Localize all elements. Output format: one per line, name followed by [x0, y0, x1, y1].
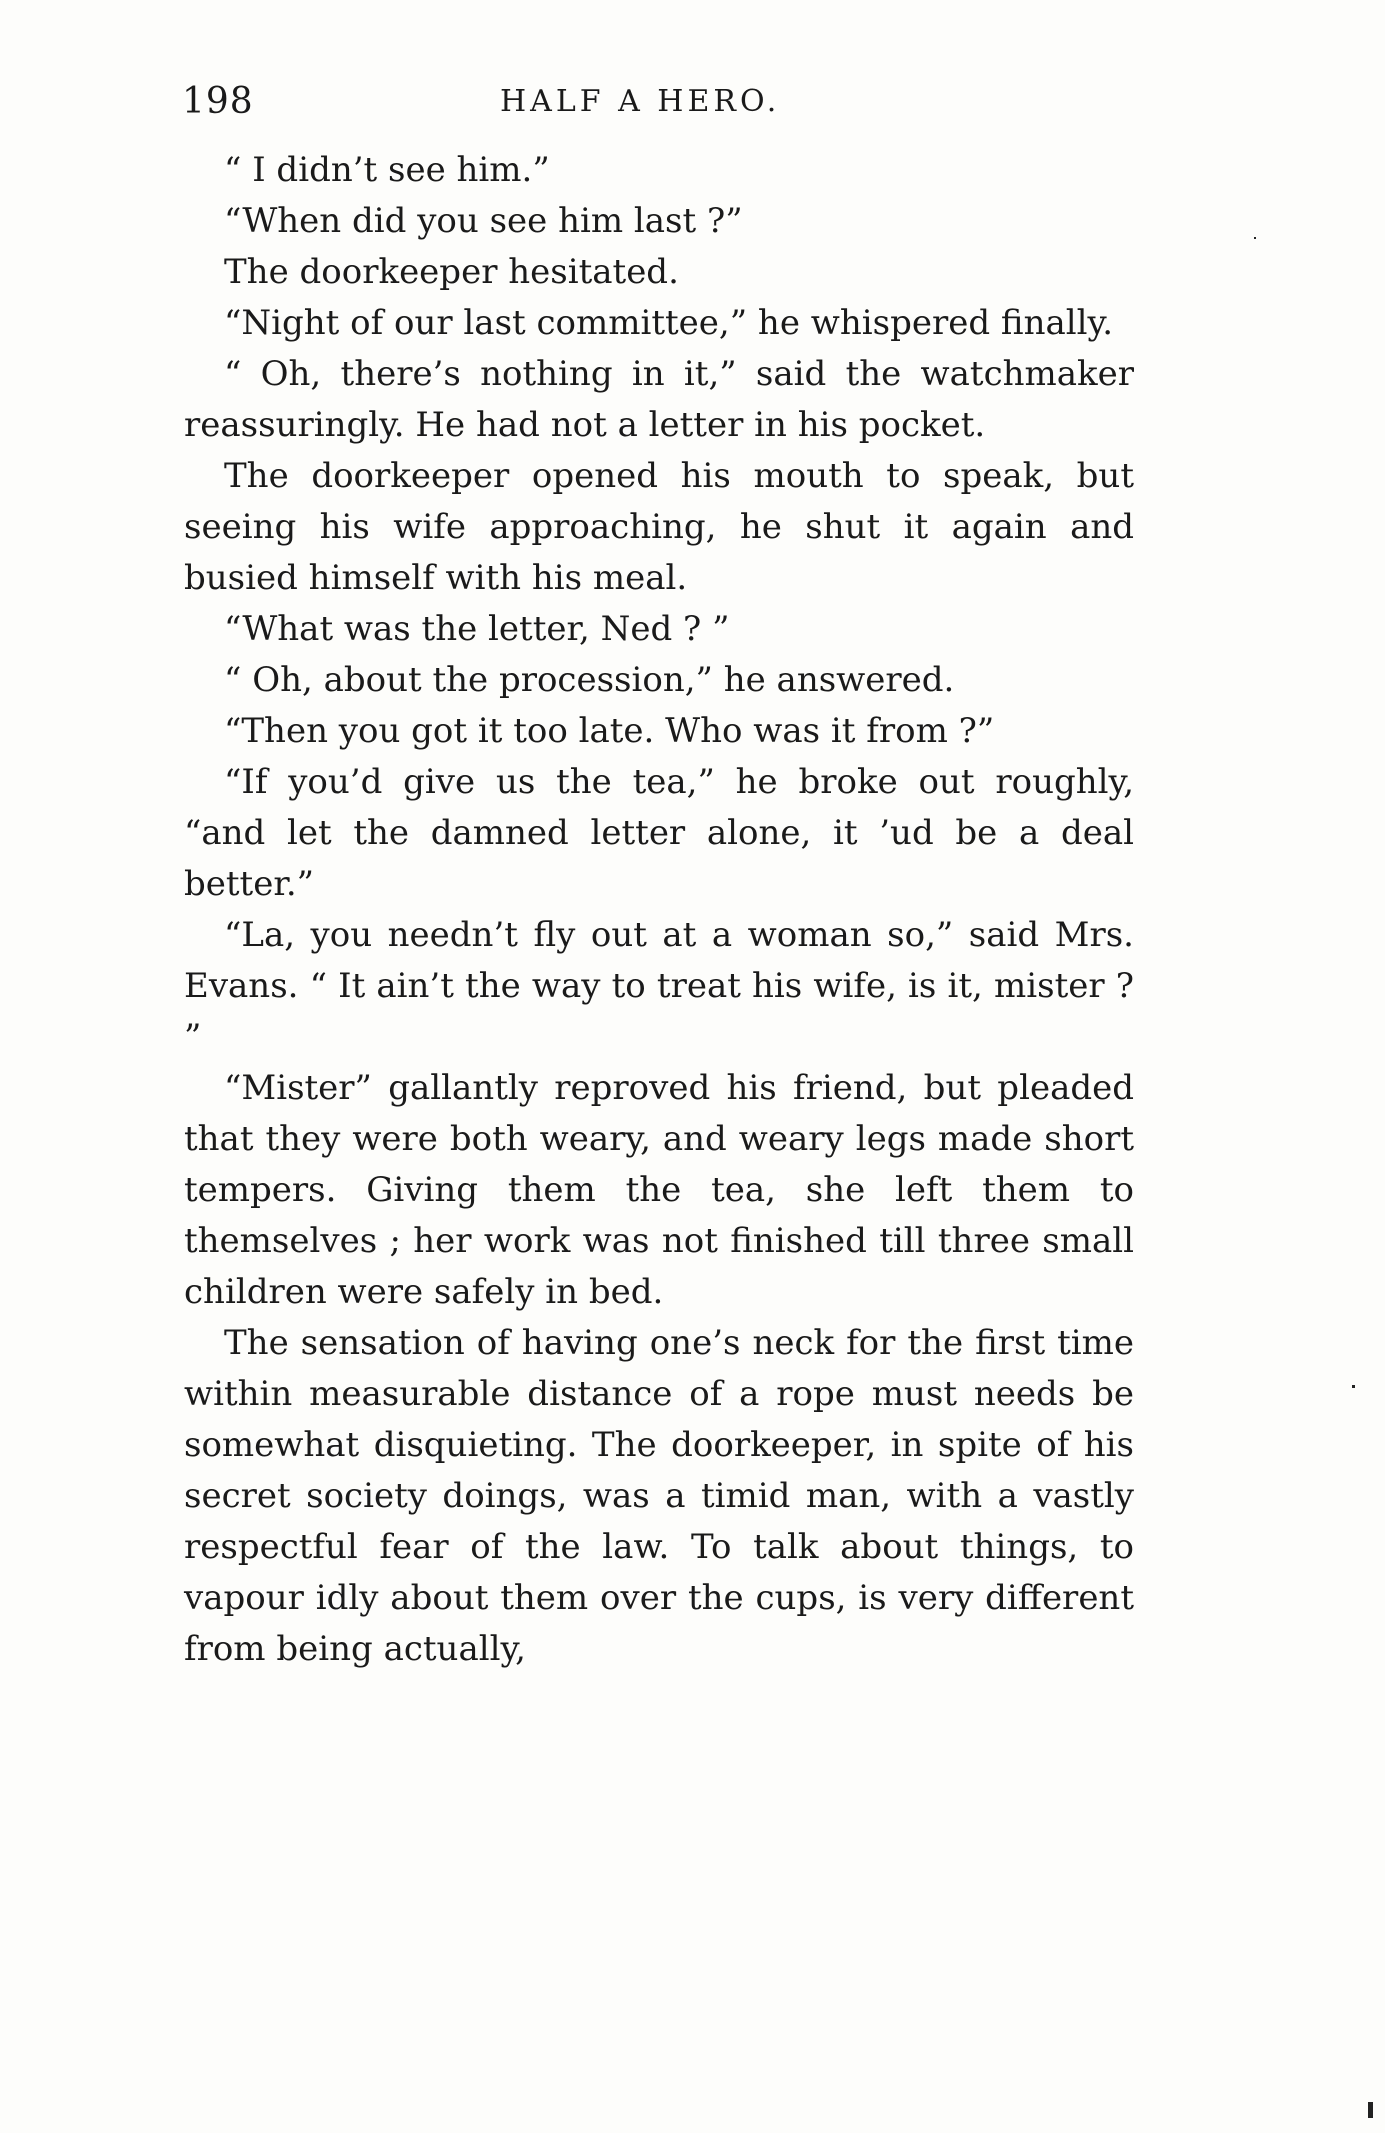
- page-number: 198: [182, 81, 254, 122]
- paragraph: “ Oh, about the procession,” he answered.: [224, 660, 955, 700]
- body-text: [184, 145, 1134, 1675]
- scan-speck: [1352, 1385, 1355, 1388]
- scan-speck: [1254, 237, 1256, 239]
- paragraph: “What was the letter, Ned ? ”: [224, 609, 730, 649]
- paragraph: “ Oh, there’s nothing in it,” said the watchmaker reassuringly. He had not a letter in his pocket.: [184, 354, 1134, 445]
- running-title: HALF A HERO.: [500, 84, 781, 119]
- paragraph: The doorkeeper opened his mouth to speak, but seeing his wife approaching, he shut it again and busied himself with his meal.: [184, 456, 1134, 598]
- paragraph: “Night of our last committee,” he whispered finally.: [224, 303, 1113, 343]
- paragraph: The doorkeeper hesitated.: [224, 252, 679, 292]
- paragraph: “ I didn’t see him.”: [224, 150, 550, 190]
- paragraph: “If you’d give us the tea,” he broke out roughly, “and let the damned letter alone, it ’ud be a deal better.”: [184, 762, 1134, 904]
- scan-speck: [1368, 2102, 1373, 2118]
- page-header: [182, 72, 1132, 132]
- paragraph: The sensation of having one’s neck for the first time within measurable distance of a rope must needs be somewhat disquieting. The doorkeeper, in spite of his secret society doings, was a timid man, with a vastly respectful fear of the law. To talk about things, to vapour idly about them over the cups, is very different from being actually,: [184, 1323, 1134, 1669]
- paragraph: “La, you needn’t fly out at a woman so,” said Mrs. Evans. “ It ain’t the way to treat his wife, is it, mister ? ”: [184, 915, 1134, 1057]
- paragraph: “When did you see him last ?”: [224, 201, 743, 241]
- paragraph: “Mister” gallantly reproved his friend, but pleaded that they were both weary, and weary legs made short tempers. Giving them the tea, she left them to themselves ; her work was not finished till three small children were safely in bed.: [184, 1068, 1134, 1312]
- paragraph: “Then you got it too late. Who was it from ?”: [224, 711, 995, 751]
